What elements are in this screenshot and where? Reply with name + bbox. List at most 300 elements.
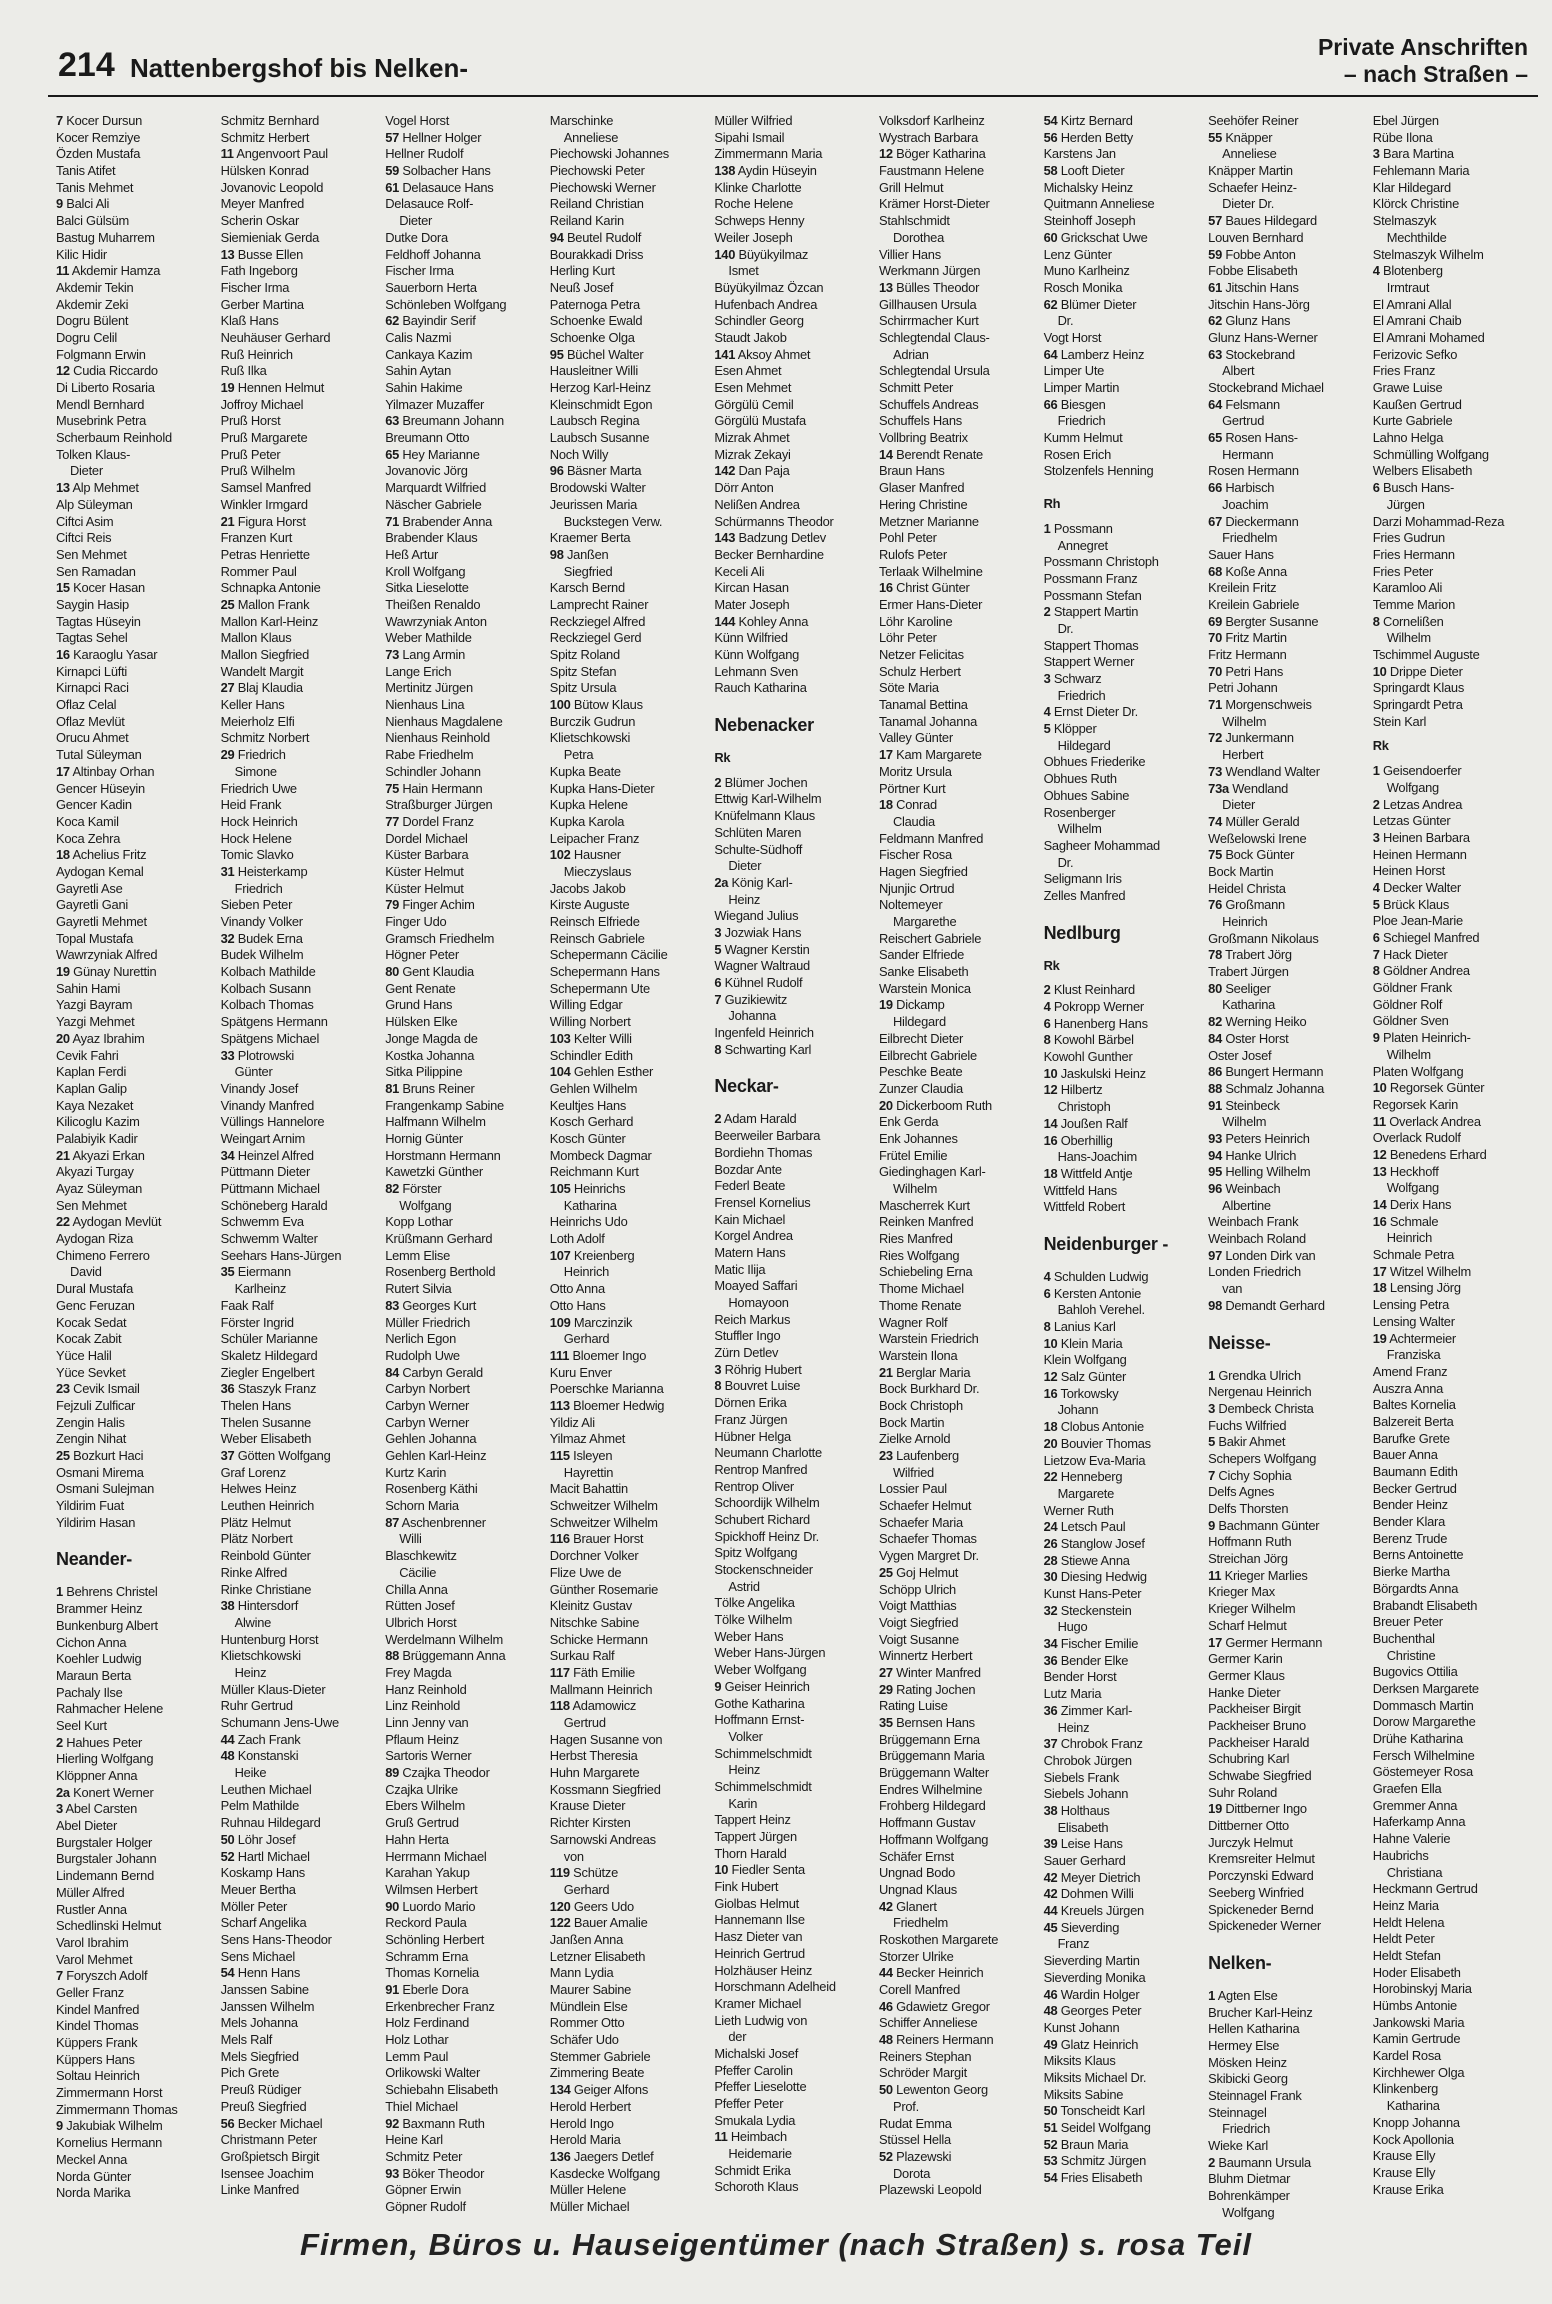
house-number: 29 bbox=[220, 747, 235, 763]
resident-entry: Obhues Friederike bbox=[1043, 754, 1146, 770]
resident-entry: Rating Luise bbox=[878, 1698, 948, 1714]
header-divider bbox=[48, 95, 1538, 97]
resident-entry: Berns Antoinette bbox=[1372, 1547, 1464, 1563]
resident-entry: 8 Schwarting Karl bbox=[714, 1041, 812, 1057]
house-number: 73a bbox=[1208, 780, 1229, 796]
house-number: 9 bbox=[1208, 1517, 1216, 1533]
resident-entry: Bauer Anna bbox=[1372, 1447, 1438, 1463]
house-number: 25 bbox=[220, 596, 235, 612]
house-number: 12 bbox=[1043, 1082, 1058, 1098]
resident-entry-continuation: Elisabeth bbox=[1057, 1819, 1109, 1835]
resident-entry: Paternoga Petra bbox=[549, 296, 640, 312]
resident-entry: 3 Röhrig Hubert bbox=[714, 1361, 802, 1377]
resident-entry: 25 Goj Helmut bbox=[878, 1564, 959, 1580]
resident-entry: 61 Jitschin Hans bbox=[1208, 279, 1299, 295]
resident-entry: Hanke Dieter bbox=[1208, 1684, 1281, 1700]
resident-entry: Schimmelschmidt bbox=[714, 1745, 812, 1761]
resident-entry: Krieger Max bbox=[1208, 1584, 1275, 1600]
resident-entry: 7 Hack Dieter bbox=[1372, 946, 1448, 962]
resident-entry: Osmani Sulejman bbox=[56, 1481, 154, 1497]
resident-entry-continuation: Joachim bbox=[1222, 496, 1269, 512]
resident-entry: Haferkamp Anna bbox=[1372, 1814, 1466, 1830]
resident-entry: Ulbrich Horst bbox=[385, 1614, 457, 1630]
resident-entry: Großmann Nikolaus bbox=[1208, 930, 1319, 946]
resident-entry: Rulofs Peter bbox=[878, 546, 947, 562]
resident-entry: Lutz Maria bbox=[1043, 1686, 1102, 1702]
resident-entry: Dorchner Volker bbox=[549, 1548, 639, 1564]
house-number: 84 bbox=[1208, 1030, 1222, 1046]
resident-entry: Spitz Roland bbox=[549, 647, 620, 662]
resident-entry: 2 Klust Reinhard bbox=[1043, 982, 1135, 998]
house-number: 12 bbox=[56, 363, 70, 379]
resident-entry: Fischer Irma bbox=[220, 279, 290, 295]
house-number: 71 bbox=[1208, 697, 1222, 713]
house-number: 18 bbox=[878, 797, 893, 813]
resident-entry: Hoffmann Wolfgang bbox=[878, 1831, 989, 1847]
resident-entry: Cichon Anna bbox=[56, 1634, 127, 1650]
resident-entry: Fersch Wilhelmine bbox=[1372, 1747, 1475, 1763]
resident-entry: Kurtz Karin bbox=[385, 1464, 447, 1480]
resident-entry: Kocak Zabit bbox=[56, 1331, 122, 1347]
resident-entry-continuation: Wilhelm bbox=[1222, 713, 1267, 729]
resident-entry: 7 Guzikiewitz bbox=[714, 991, 788, 1007]
resident-entry: Kock Apollonia bbox=[1372, 2131, 1454, 2147]
resident-entry: Skibicki Georg bbox=[1208, 2071, 1288, 2087]
resident-entry: Sahin Hami bbox=[56, 980, 121, 996]
house-number: 18 bbox=[1043, 1165, 1058, 1181]
house-number: 100 bbox=[549, 697, 571, 713]
resident-entry: Villier Hans bbox=[878, 246, 941, 262]
resident-entry: Jonge Magda de bbox=[385, 1030, 478, 1046]
resident-entry: Leuthen Heinrich bbox=[220, 1498, 315, 1514]
resident-entry: Hering Christine bbox=[878, 496, 968, 512]
resident-entry: Peschke Beate bbox=[878, 1064, 963, 1080]
resident-entry: Kindel Thomas bbox=[56, 2018, 139, 2034]
resident-entry: Schaefer Maria bbox=[878, 1514, 963, 1530]
resident-entry: Heid Frank bbox=[220, 797, 282, 813]
resident-entry: Linz Reinhold bbox=[385, 1698, 461, 1714]
resident-entry: Mascherrek Kurt bbox=[878, 1197, 970, 1213]
house-number: 7 bbox=[1372, 946, 1380, 962]
resident-entry-continuation: Dieter bbox=[399, 213, 433, 229]
house-number: 16 bbox=[1043, 1132, 1058, 1148]
house-number: 13 bbox=[878, 279, 893, 295]
resident-entry-continuation: Dorota bbox=[892, 2165, 931, 2181]
resident-entry: Kolbach Susann bbox=[220, 980, 311, 996]
house-number: 118 bbox=[549, 1698, 570, 1714]
resident-entry: Nergenau Heinrich bbox=[1208, 1384, 1312, 1400]
resident-entry: Gent Renate bbox=[385, 980, 456, 996]
resident-entry: Brabandt Elisabeth bbox=[1372, 1597, 1478, 1613]
house-number: 2 bbox=[1043, 982, 1051, 998]
resident-entry: Warstein Ilona bbox=[878, 1347, 958, 1363]
resident-entry: Esen Mehmet bbox=[714, 380, 792, 395]
house-number: 27 bbox=[220, 680, 235, 696]
resident-entry: 36 Staszyk Franz bbox=[220, 1381, 317, 1397]
postal-area-label: Rk bbox=[714, 750, 731, 766]
resident-entry: 18 Achelius Fritz bbox=[56, 847, 147, 863]
resident-entry: Kircan Hasan bbox=[714, 580, 789, 596]
resident-entry: Dörr Anton bbox=[714, 480, 774, 496]
resident-entry: Hasz Dieter van bbox=[714, 1929, 803, 1945]
resident-entry: Keultjes Hans bbox=[549, 1097, 627, 1113]
street-heading: Nedlburg bbox=[1043, 922, 1121, 943]
resident-entry: Seehöfer Reiner bbox=[1208, 113, 1299, 128]
resident-entry: 91 Eberle Dora bbox=[385, 1982, 469, 1997]
house-number: 53 bbox=[1043, 2153, 1058, 2169]
resident-entry-continuation: Alwine bbox=[234, 1614, 272, 1630]
resident-entry: Klörck Christine bbox=[1372, 196, 1460, 212]
resident-entry: Heinrich Gertrud bbox=[714, 1945, 805, 1961]
resident-entry: Burgstaler Johann bbox=[56, 1851, 157, 1867]
resident-entry: Germer Karin bbox=[1208, 1651, 1283, 1667]
resident-entry: Oflaz Celal bbox=[56, 697, 117, 713]
house-number: 52 bbox=[220, 1848, 235, 1864]
resident-entry: Schmitz Peter bbox=[385, 2148, 463, 2164]
house-number: 2 bbox=[714, 774, 722, 790]
house-number: 117 bbox=[549, 1664, 570, 1680]
resident-entry: Staudt Jakob bbox=[714, 329, 787, 345]
resident-entry: Schramm Erna bbox=[385, 1948, 469, 1964]
resident-entry: Darzi Mohammad-Reza bbox=[1372, 513, 1505, 529]
resident-entry: 75 Bock Günter bbox=[1208, 847, 1295, 863]
resident-entry: Weber Wolfgang bbox=[714, 1662, 807, 1678]
resident-entry: Kupka Karola bbox=[549, 813, 625, 829]
house-number: 33 bbox=[220, 1047, 235, 1063]
resident-entry: Knäpper Martin bbox=[1208, 163, 1293, 179]
house-number: 65 bbox=[385, 446, 400, 462]
resident-entry-continuation: Katharina bbox=[1386, 2098, 1440, 2114]
resident-entry: Schmitz Bernhard bbox=[220, 113, 320, 128]
resident-entry: Drühe Katharina bbox=[1372, 1731, 1463, 1746]
house-number: 34 bbox=[220, 1147, 235, 1163]
directory-columns bbox=[56, 113, 1538, 2220]
resident-entry: Knopp Johanna bbox=[1372, 2114, 1460, 2130]
resident-entry: 23 Cevik Ismail bbox=[56, 1381, 140, 1397]
resident-entry: Heckmann Gertrud bbox=[1372, 1881, 1478, 1897]
resident-entry: Weinbach Frank bbox=[1208, 1214, 1299, 1230]
house-number: 82 bbox=[1208, 1014, 1222, 1030]
house-number: 76 bbox=[1208, 897, 1222, 913]
resident-entry-continuation: Heinrich bbox=[1222, 914, 1268, 929]
resident-entry: Lietzow Eva-Maria bbox=[1043, 1452, 1146, 1468]
house-number: 102 bbox=[549, 847, 571, 863]
street-heading: Neckar- bbox=[714, 1076, 779, 1097]
house-number: 49 bbox=[1043, 2036, 1058, 2052]
resident-entry: Brucher Karl-Heinz bbox=[1208, 2004, 1313, 2020]
resident-entry: Seehars Hans-Jürgen bbox=[220, 1247, 342, 1263]
footer-note: Firmen, Büros u. Hauseigentümer (nach Straßen) s. rosa Teil bbox=[300, 2227, 1252, 2262]
resident-entry: Netzer Felicitas bbox=[878, 647, 964, 662]
resident-entry: Klöppner Anna bbox=[56, 1768, 138, 1783]
house-number: 115 bbox=[549, 1448, 570, 1463]
directory-column bbox=[1044, 113, 1209, 2205]
resident-entry: Richter Kirsten bbox=[549, 1815, 631, 1831]
resident-entry: Giolbas Helmut bbox=[714, 1895, 799, 1911]
resident-entry: 2 Blümer Jochen bbox=[714, 774, 808, 790]
resident-entry: 24 Letsch Paul bbox=[1043, 1519, 1126, 1535]
resident-entry: 82 Förster bbox=[385, 1181, 442, 1196]
house-number: 19 bbox=[220, 380, 235, 395]
house-number: 5 bbox=[1372, 896, 1380, 912]
resident-entry: Aydogan Kemal bbox=[56, 863, 144, 879]
house-number: 2 bbox=[1372, 796, 1380, 812]
resident-entry: 75 Hain Hermann bbox=[385, 780, 483, 796]
resident-entry: Abel Dieter bbox=[56, 1818, 118, 1834]
resident-entry: Pelm Mathilde bbox=[220, 1798, 300, 1814]
house-number: 88 bbox=[385, 1648, 400, 1664]
house-number: 4 bbox=[1372, 263, 1380, 279]
resident-entry-continuation: Margarethe bbox=[892, 914, 957, 929]
resident-entry: Jurczyk Helmut bbox=[1208, 1834, 1293, 1850]
resident-entry: Schaefer Thomas bbox=[878, 1531, 977, 1547]
resident-entry: Lensing Petra bbox=[1372, 1297, 1450, 1313]
resident-entry-continuation: Heinz bbox=[728, 1762, 761, 1778]
resident-entry: 9 Platen Heinrich- bbox=[1372, 1030, 1471, 1046]
resident-entry: Schmitz Norbert bbox=[220, 730, 310, 746]
resident-entry: 16 Karaoglu Yasar bbox=[56, 647, 158, 662]
resident-entry: Nienhaus Magdalene bbox=[385, 713, 503, 729]
resident-entry: Volksdorf Karlheinz bbox=[878, 113, 985, 128]
resident-entry: Plätz Helmut bbox=[220, 1514, 291, 1530]
resident-entry: 4 Pokropp Werner bbox=[1043, 999, 1144, 1014]
house-number: 73 bbox=[385, 647, 400, 662]
resident-entry: Mels Ralf bbox=[220, 2032, 273, 2048]
house-number: 1 bbox=[1372, 763, 1380, 779]
resident-entry: Ruhnau Hildegard bbox=[220, 1815, 321, 1831]
resident-entry: 29 Rating Jochen bbox=[878, 1681, 976, 1697]
house-number: 69 bbox=[1208, 613, 1222, 629]
resident-entry-continuation: Annegret bbox=[1057, 537, 1108, 553]
resident-entry: 79 Finger Achim bbox=[385, 897, 475, 913]
resident-entry: Franzen Kurt bbox=[220, 530, 293, 546]
resident-entry: Fuchs Wilfried bbox=[1208, 1417, 1287, 1433]
resident-entry: Schindler Edith bbox=[549, 1047, 633, 1063]
resident-entry: 116 Brauer Horst bbox=[549, 1531, 644, 1547]
resident-entry: Osmani Mirema bbox=[56, 1464, 144, 1480]
resident-entry-continuation: Heinz bbox=[728, 891, 761, 907]
house-number: 16 bbox=[1043, 1385, 1058, 1401]
resident-entry: Kasdecke Wolfgang bbox=[549, 2165, 660, 2181]
resident-entry: Seeberg Winfried bbox=[1208, 1884, 1304, 1900]
house-number: 17 bbox=[56, 763, 70, 779]
resident-entry: Fries Peter bbox=[1372, 563, 1434, 579]
resident-entry: Beerweiler Barbara bbox=[714, 1128, 821, 1144]
house-number: 63 bbox=[1208, 346, 1222, 362]
resident-entry: 17 Germer Hermann bbox=[1208, 1634, 1323, 1650]
resident-entry: Schiebahn Elisabeth bbox=[385, 2082, 498, 2098]
house-number: 31 bbox=[220, 863, 235, 879]
resident-entry: 55 Knäpper bbox=[1208, 129, 1273, 145]
house-number: 59 bbox=[1208, 246, 1222, 262]
resident-entry: Ries Manfred bbox=[878, 1231, 953, 1247]
resident-entry: 32 Steckenstein bbox=[1043, 1602, 1132, 1618]
resident-entry: Koca Kamil bbox=[56, 813, 119, 829]
resident-entry: Topal Mustafa bbox=[56, 930, 134, 946]
resident-entry: Künn Wolfgang bbox=[714, 647, 800, 662]
resident-entry: Vogel Horst bbox=[385, 113, 450, 128]
resident-entry: 117 Fäth Emilie bbox=[549, 1664, 635, 1680]
resident-entry: 36 Zimmer Karl- bbox=[1043, 1702, 1133, 1718]
house-number: 62 bbox=[385, 313, 400, 329]
resident-entry: Jeurissen Maria bbox=[549, 496, 638, 512]
resident-entry: Bock Burkhard Dr. bbox=[878, 1381, 980, 1397]
resident-entry-continuation: Homayoon bbox=[728, 1295, 789, 1310]
resident-entry: Packheiser Birgit bbox=[1208, 1701, 1301, 1717]
resident-entry: 25 Mallon Frank bbox=[220, 596, 310, 612]
resident-entry: Schoordijk Wilhelm bbox=[714, 1495, 820, 1511]
resident-entry-continuation: Dr. bbox=[1057, 620, 1074, 636]
resident-entry: Akyazi Turgay bbox=[56, 1164, 134, 1180]
house-number: 9 bbox=[56, 2118, 63, 2134]
resident-entry: Piechowski Peter bbox=[549, 163, 645, 179]
resident-entry: Laubsch Susanne bbox=[549, 430, 650, 446]
house-number: 62 bbox=[1043, 296, 1058, 312]
house-number: 16 bbox=[1372, 1213, 1387, 1229]
resident-entry: Tappert Heinz bbox=[714, 1812, 791, 1828]
resident-entry: Bunkenburg Albert bbox=[56, 1617, 158, 1633]
resident-entry: Stüssel Hella bbox=[878, 2132, 951, 2148]
resident-entry: Krämer Horst-Dieter bbox=[878, 196, 990, 212]
resident-entry: Haubrichs bbox=[1372, 1847, 1429, 1863]
resident-entry: Vollbring Beatrix bbox=[878, 430, 968, 446]
resident-entry: 140 Büyükyilmaz bbox=[714, 246, 809, 262]
resident-entry: Bohrenkämper bbox=[1208, 2188, 1290, 2204]
house-number: 3 bbox=[714, 924, 722, 940]
house-number: 44 bbox=[220, 1731, 235, 1747]
house-number: 46 bbox=[1043, 1986, 1058, 2002]
house-number: 50 bbox=[1043, 2103, 1058, 2119]
resident-entry: Schäfer Ernst bbox=[878, 1848, 954, 1864]
resident-entry: 78 Trabert Jörg bbox=[1208, 947, 1292, 963]
resident-entry: 5 Wagner Kerstin bbox=[714, 941, 810, 957]
resident-entry: Yilmazer Muzaffer bbox=[385, 396, 485, 412]
resident-entry: 65 Hey Marianne bbox=[385, 446, 480, 462]
house-number: 2a bbox=[714, 874, 729, 890]
resident-entry: Lemm Elise bbox=[385, 1247, 451, 1263]
resident-entry: Näscher Gabriele bbox=[385, 496, 482, 512]
resident-entry: Pruß Peter bbox=[220, 446, 281, 462]
directory-column bbox=[1373, 113, 1538, 2205]
house-number: 11 bbox=[1372, 1113, 1386, 1129]
resident-entry: Overlack Rudolf bbox=[1372, 1130, 1461, 1146]
resident-entry-continuation: Albertine bbox=[1222, 1197, 1271, 1213]
resident-entry: 3 Bara Martina bbox=[1372, 146, 1454, 162]
resident-entry: Thelen Susanne bbox=[220, 1414, 311, 1430]
resident-entry: Brabender Klaus bbox=[385, 530, 478, 546]
resident-entry: Schirrmacher Kurt bbox=[878, 313, 979, 329]
resident-entry: Schmitz Herbert bbox=[220, 129, 310, 145]
resident-entry: Ruß Ilka bbox=[220, 363, 267, 379]
resident-entry: Carbyn Norbert bbox=[385, 1381, 470, 1397]
house-number: 96 bbox=[549, 463, 564, 479]
resident-entry: Tanis Mehmet bbox=[56, 179, 134, 195]
resident-entry: Schuffels Hans bbox=[878, 413, 962, 429]
house-number: 71 bbox=[385, 513, 400, 529]
resident-entry-continuation: Wilhelm bbox=[1222, 1114, 1267, 1130]
resident-entry: Nienhaus Reinhold bbox=[385, 730, 490, 746]
resident-entry: Kreilein Fritz bbox=[1208, 580, 1277, 596]
resident-entry: 14 Berendt Renate bbox=[878, 446, 983, 462]
resident-entry: Schepers Wolfgang bbox=[1208, 1450, 1317, 1466]
resident-entry: Reckziegel Alfred bbox=[549, 613, 646, 629]
resident-entry: Schwabe Siegfried bbox=[1208, 1768, 1312, 1783]
resident-entry: Steinhoff Joseph bbox=[1043, 213, 1136, 229]
resident-entry: Kreilein Gabriele bbox=[1208, 596, 1300, 612]
resident-entry: 2a Konert Werner bbox=[56, 1784, 154, 1800]
resident-entry: Hock Helene bbox=[220, 830, 292, 846]
resident-entry: Kupka Hans-Dieter bbox=[549, 780, 655, 796]
resident-entry: Schiebeling Erna bbox=[878, 1264, 973, 1280]
resident-entry: Thiel Michael bbox=[385, 2098, 458, 2114]
resident-entry: Dorow Margarethe bbox=[1372, 1714, 1476, 1730]
house-number: 20 bbox=[56, 1030, 70, 1046]
resident-entry: Germer Klaus bbox=[1208, 1667, 1285, 1683]
resident-entry: 70 Petri Hans bbox=[1208, 663, 1284, 679]
resident-entry: Varol Mehmet bbox=[56, 1951, 133, 1967]
resident-entry-continuation: Hugo bbox=[1057, 1619, 1088, 1635]
resident-entry: Herrmann Michael bbox=[385, 1848, 487, 1864]
resident-entry: Hahn Herta bbox=[385, 1831, 449, 1847]
resident-entry: Kosch Gerhard bbox=[549, 1114, 634, 1130]
resident-entry: Krüßmann Gerhard bbox=[385, 1231, 493, 1247]
directory-column bbox=[56, 113, 221, 2205]
house-number: 55 bbox=[1208, 129, 1222, 145]
resident-entry: Sagheer Mohammad bbox=[1043, 837, 1160, 853]
resident-entry: Sanke Elisabeth bbox=[878, 964, 969, 980]
resident-entry: Reinken Manfred bbox=[878, 1214, 974, 1230]
resident-entry: Ferizovic Sefko bbox=[1372, 346, 1458, 362]
resident-entry: 3 Heinen Barbara bbox=[1372, 829, 1470, 845]
resident-entry: Schorn Maria bbox=[385, 1498, 459, 1514]
resident-entry: Reinbold Günter bbox=[220, 1548, 311, 1564]
resident-entry: 2 Hahues Peter bbox=[56, 1734, 143, 1750]
house-number: 1 bbox=[56, 1584, 63, 1600]
resident-entry: Pfeffer Carolin bbox=[714, 2062, 793, 2078]
resident-entry: Klinkenberg bbox=[1372, 2081, 1439, 2097]
resident-entry: Tanis Atifet bbox=[56, 163, 116, 179]
resident-entry: Görgülü Mustafa bbox=[714, 413, 806, 429]
resident-entry: Kaplan Galip bbox=[56, 1080, 127, 1096]
resident-entry-continuation: Katharina bbox=[563, 1197, 617, 1213]
resident-entry: 22 Henneberg bbox=[1043, 1469, 1123, 1485]
resident-entry: Wawrzyniak Anton bbox=[385, 613, 487, 629]
resident-entry: 52 Plazewski bbox=[878, 2148, 952, 2164]
resident-entry-continuation: Dieter bbox=[728, 858, 762, 874]
resident-entry: Spitz Ursula bbox=[549, 680, 617, 696]
house-number: 81 bbox=[385, 1080, 400, 1096]
resident-entry: Grawe Luise bbox=[1372, 380, 1443, 395]
resident-entry: Steinnagel Frank bbox=[1208, 2088, 1302, 2103]
house-number: 6 bbox=[1043, 1015, 1051, 1031]
resident-entry-continuation: Siegfried bbox=[563, 563, 613, 579]
house-number: 2 bbox=[1043, 604, 1051, 620]
resident-entry: Carbyn Werner bbox=[385, 1414, 470, 1430]
resident-entry: Nienhaus Lina bbox=[385, 697, 465, 713]
resident-entry: Moayed Saffari bbox=[714, 1278, 798, 1294]
resident-entry: 42 Dohmen Willi bbox=[1043, 1886, 1134, 1902]
resident-entry-continuation: Jürgen bbox=[1386, 496, 1425, 512]
resident-entry: Schepermann Hans bbox=[549, 964, 660, 980]
resident-entry: 73a Wendland bbox=[1208, 780, 1289, 796]
resident-entry: Schicke Hermann bbox=[549, 1631, 648, 1647]
resident-entry: 32 Budek Erna bbox=[220, 930, 303, 946]
resident-entry: Klietschkowski bbox=[220, 1648, 301, 1664]
resident-entry: Feldmann Manfred bbox=[878, 830, 984, 846]
resident-entry: 138 Aydin Hüseyin bbox=[714, 163, 817, 179]
resident-entry: Schönling Herbert bbox=[385, 1931, 485, 1947]
resident-entry: Mels Siegfried bbox=[220, 2048, 299, 2064]
